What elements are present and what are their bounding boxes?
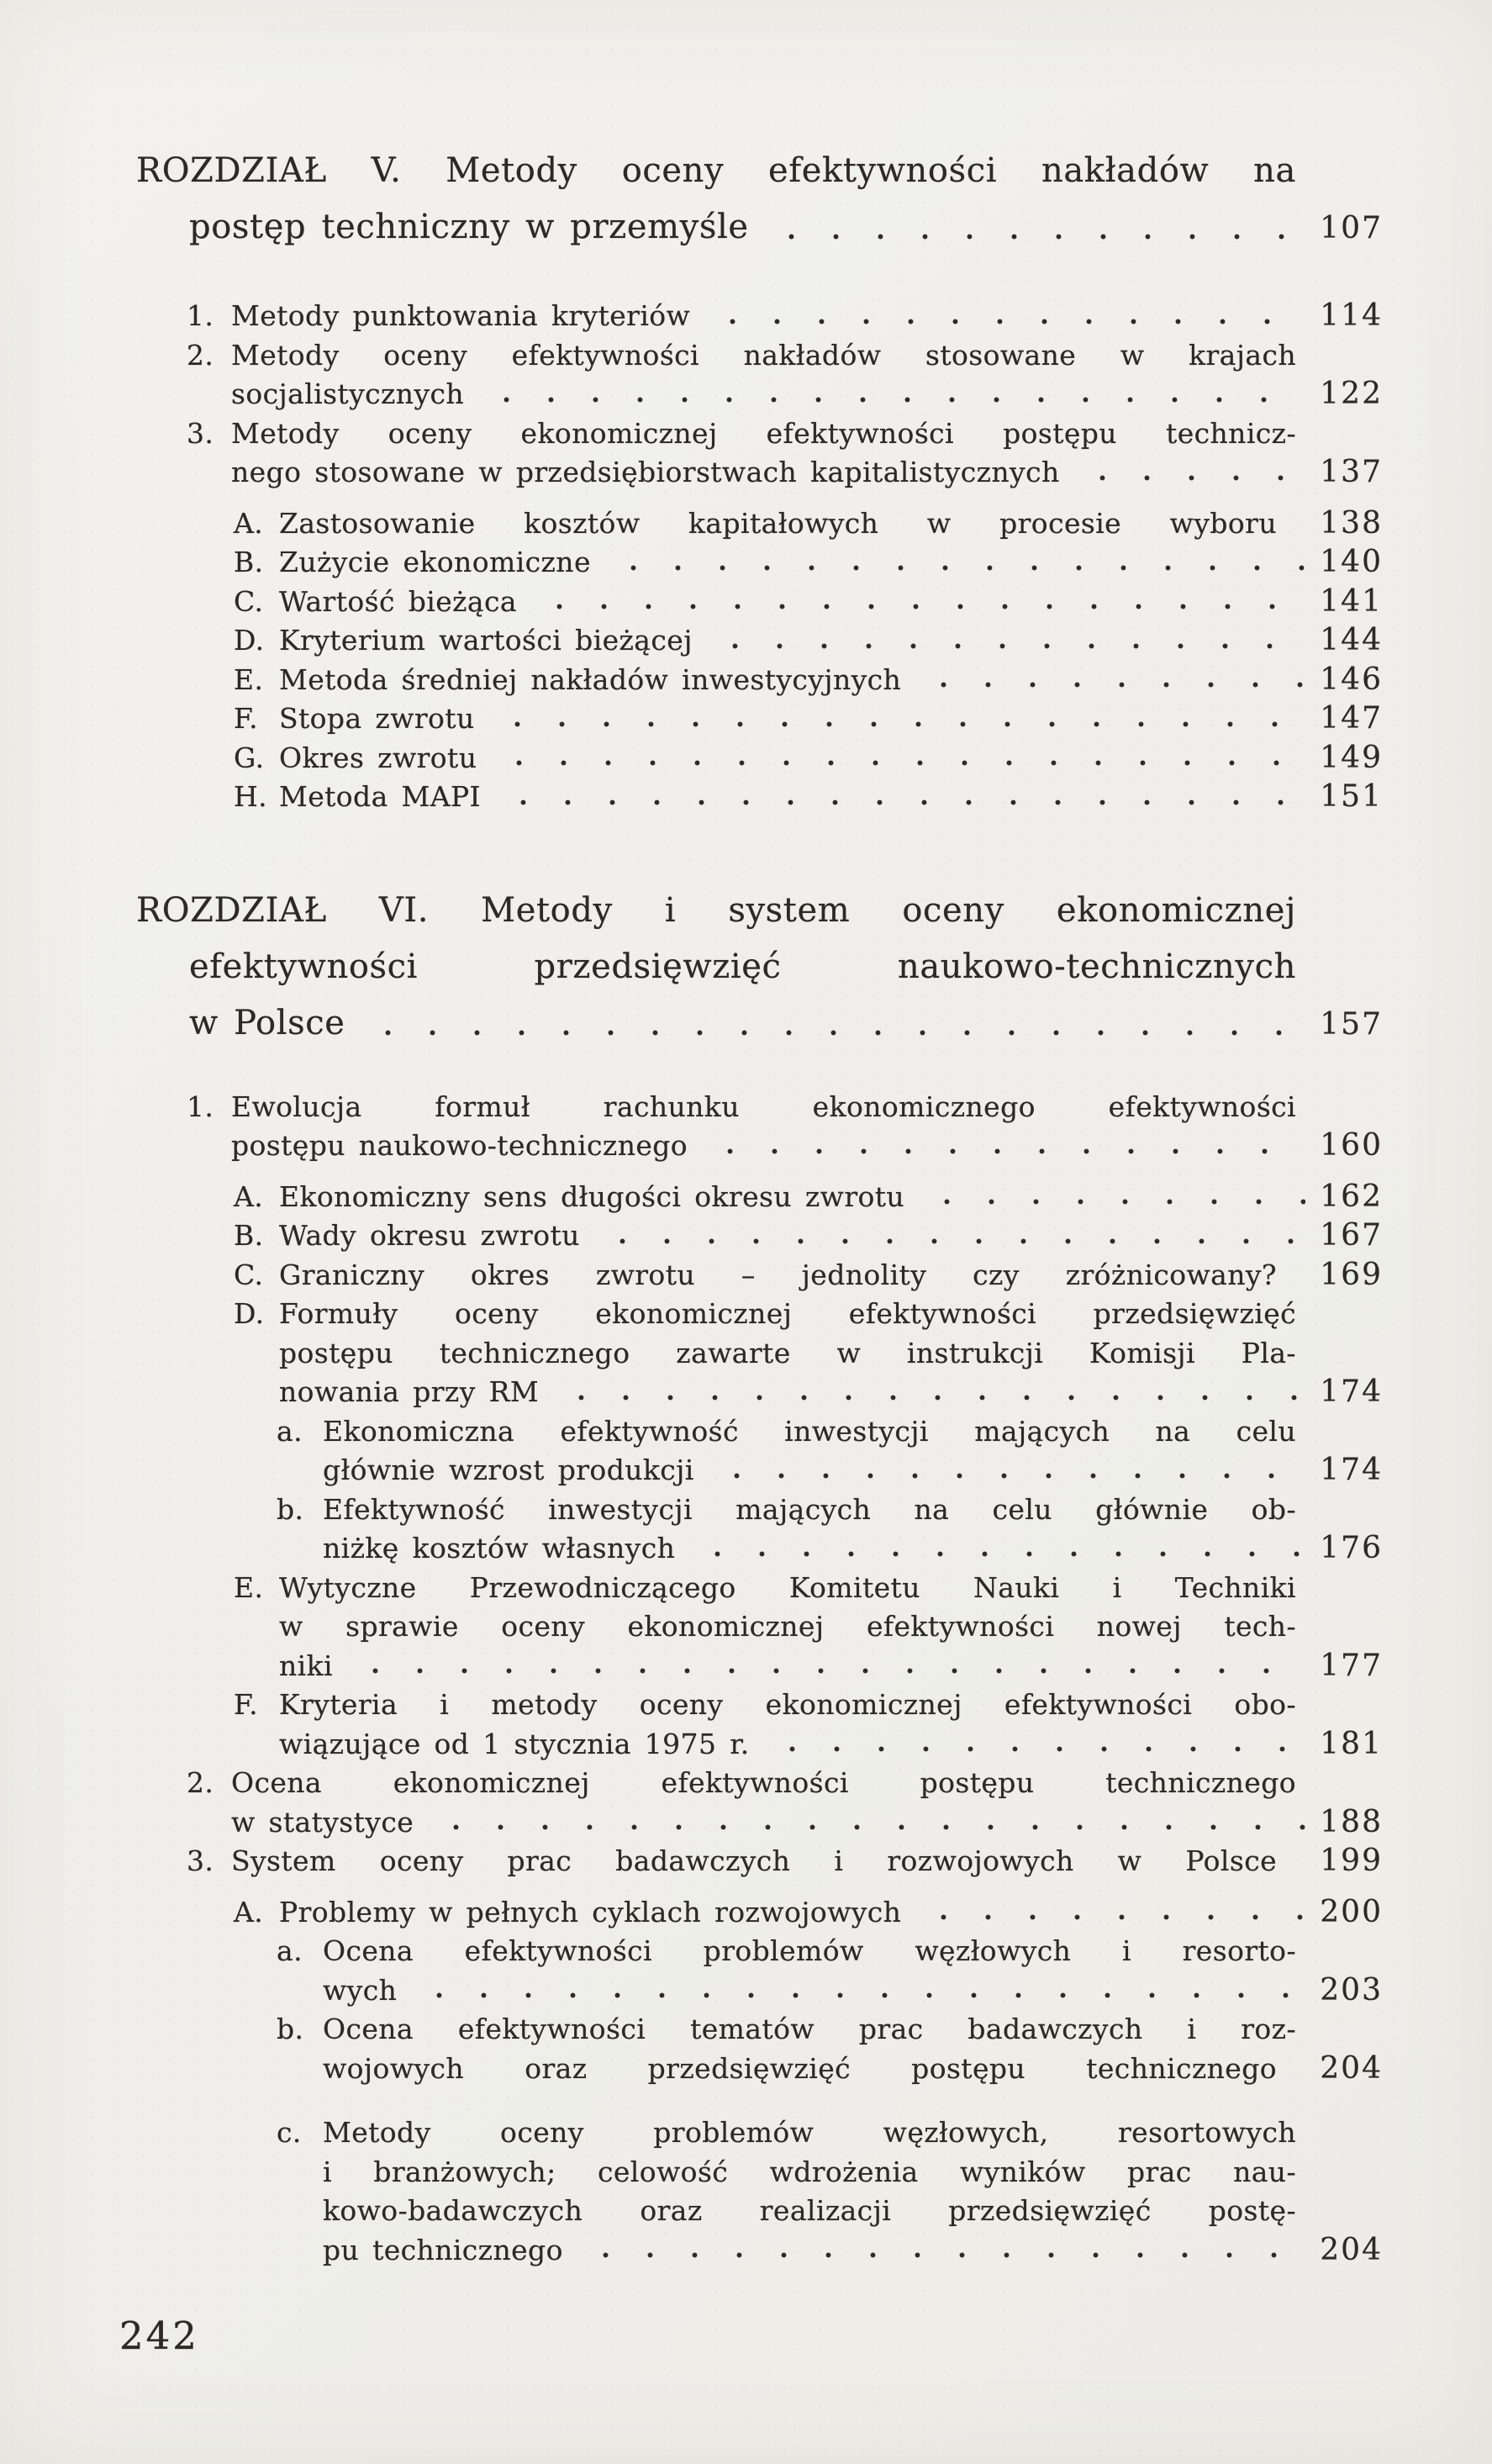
toc-line xyxy=(136,1491,1296,1530)
toc-line xyxy=(136,1088,1296,1127)
toc-entry-label: b. xyxy=(277,2013,304,2045)
toc-entry-text: Formuły oceny ekonomicznej efektywności przedsięwzięć xyxy=(279,1297,1296,1330)
dot-leader xyxy=(593,1216,1305,1256)
toc-entry-label: 1. xyxy=(187,1090,214,1123)
toc-page-number: 176 xyxy=(1320,1531,1383,1565)
toc-entry-label: 3. xyxy=(187,1844,214,1877)
toc-entry-label: F. xyxy=(234,1688,259,1721)
toc-line xyxy=(136,1686,1296,1725)
toc-page-number: 157 xyxy=(1320,1006,1383,1042)
toc-line xyxy=(136,1373,1383,1412)
toc-line xyxy=(136,995,1383,1053)
toc-page-number: 138 xyxy=(1320,505,1383,541)
toc-entry-label: H. xyxy=(234,780,268,813)
toc-line xyxy=(136,1569,1296,1608)
toc-entry-text: Zużycie ekonomiczne xyxy=(279,546,591,578)
toc-page-number: 177 xyxy=(1320,1648,1383,1683)
toc-page-number: 147 xyxy=(1320,701,1383,736)
toc-entry-text: Metoda średniej nakładów inwestycyjnych xyxy=(279,662,902,696)
toc-line xyxy=(136,1216,1383,1256)
toc-page-number: 149 xyxy=(1320,740,1383,775)
toc-line xyxy=(136,583,1383,622)
toc-page-number: 151 xyxy=(1320,779,1383,814)
toc-page-number: 174 xyxy=(1320,1453,1383,1487)
toc-page-number: 169 xyxy=(1320,1257,1383,1292)
toc-line xyxy=(136,1893,1383,1933)
dot-leader xyxy=(427,1803,1305,1843)
toc-entry-label: A. xyxy=(234,1895,264,1928)
toc-entry-text: Kryteria i metody oceny ekonomicznej efektywności obo- xyxy=(279,1688,1296,1721)
dot-leader xyxy=(359,995,1305,1053)
toc-entry-text: Ekonomiczny sens długości okresu zwrotu xyxy=(279,1179,905,1213)
toc-entry-label: G. xyxy=(234,741,265,774)
toc-entry-label: 2. xyxy=(187,338,214,372)
toc-entry-text: Problemy w pełnych cyklach rozwojowych xyxy=(279,1895,902,1928)
toc-page-number: 199 xyxy=(1320,1844,1383,1878)
dot-leader xyxy=(1290,2050,1305,2089)
toc-line xyxy=(136,1451,1383,1491)
toc-line xyxy=(136,1932,1296,1971)
toc-entry-text: Ekonomiczna efektywność inwestycji mających na celu xyxy=(323,1414,1296,1448)
toc-line xyxy=(136,375,1383,414)
dot-leader xyxy=(1290,1842,1305,1881)
toc-entry-text: w Polsce xyxy=(189,1003,345,1042)
toc-entry-label: a. xyxy=(277,1934,303,1967)
toc-entry-text: Ocena efektywności problemów węzłowych i resorto- xyxy=(323,1934,1296,1967)
dot-leader xyxy=(701,1126,1305,1166)
toc-line xyxy=(136,1256,1383,1295)
toc-entry-text: postępu technicznego zawarte w instrukcji Komisji Pla- xyxy=(279,1336,1296,1369)
dot-leader xyxy=(763,1725,1305,1765)
toc-line xyxy=(136,543,1383,583)
toc-line xyxy=(136,1803,1383,1843)
toc-entry-text: w statystyce xyxy=(231,1805,414,1839)
toc-page-number: 107 xyxy=(1320,211,1383,245)
toc-entry-label: E. xyxy=(234,1570,264,1604)
toc-line xyxy=(136,297,1383,336)
toc-entry-text: niżkę kosztów własnych xyxy=(323,1532,676,1564)
dot-leader xyxy=(488,699,1305,739)
toc-entry-text: Stopa zwrotu xyxy=(279,702,475,735)
dot-leader xyxy=(552,1373,1305,1412)
toc-entry-text: Ocena efektywności tematów prac badawczych i roz- xyxy=(323,2013,1296,2045)
dot-leader xyxy=(1073,453,1305,493)
toc-entry-text: ROZDZIAŁ V. Metody oceny efektywności nakładów na xyxy=(136,151,1296,190)
toc-line xyxy=(136,1178,1383,1217)
toc-entry-label: A. xyxy=(234,506,264,540)
toc-entry-text: Metody oceny efektywności nakładów stosowane w krajach xyxy=(231,338,1296,372)
toc-page-number: 137 xyxy=(1320,455,1383,489)
toc-entry-text: Metody oceny problemów węzłowych, resortowych xyxy=(323,2116,1296,2149)
toc-lines xyxy=(136,143,1383,2270)
toc-line xyxy=(136,699,1383,739)
dot-leader xyxy=(490,739,1305,778)
toc-line xyxy=(136,883,1296,939)
toc-page-number: 141 xyxy=(1320,583,1383,619)
toc-entry-text: kowo-badawczych oraz realizacji przedsięwzięć postę- xyxy=(323,2194,1296,2227)
toc-entry-text: głównie wzrost produkcji xyxy=(323,1454,694,1486)
toc-entry-text: wojowych oraz przedsięwzięć postępu technicznego xyxy=(323,2051,1277,2085)
toc-line xyxy=(136,1647,1383,1686)
toc-page-number: 200 xyxy=(1320,1894,1383,1929)
dot-leader xyxy=(1290,504,1305,544)
toc-page-number: 188 xyxy=(1320,1804,1383,1839)
toc-line xyxy=(136,414,1296,454)
toc-entry-text: postępu naukowo-technicznego xyxy=(231,1129,688,1162)
toc-entry-text: ROZDZIAŁ VI. Metody i system oceny ekonomicznej xyxy=(136,890,1296,930)
toc-page-number: 162 xyxy=(1320,1179,1383,1214)
toc-line xyxy=(136,1334,1296,1374)
toc-line xyxy=(136,739,1383,778)
dot-leader xyxy=(762,199,1305,256)
toc-line xyxy=(136,2010,1296,2050)
toc-entry-text: Wartość bieżąca xyxy=(279,584,517,618)
toc-entry-text: postęp techniczny w przemyśle xyxy=(189,208,749,246)
toc-line xyxy=(136,939,1296,995)
toc-entry-text: Efektywność inwestycji mających na celu głównie ob- xyxy=(323,1492,1296,1526)
toc-line xyxy=(136,1529,1383,1569)
toc-entry-text: nowania przy RM xyxy=(279,1375,540,1408)
toc-line xyxy=(136,199,1383,256)
toc-page-number: 144 xyxy=(1320,623,1383,657)
toc-line xyxy=(136,1764,1296,1803)
toc-line xyxy=(136,661,1383,700)
toc-entry-text: i branżowych; celowość wdrożenia wyników prac nau- xyxy=(323,2155,1296,2188)
toc-line xyxy=(136,2050,1383,2089)
toc-line xyxy=(136,1412,1296,1452)
toc-entry-label: C. xyxy=(234,1258,264,1291)
toc-entry-label: C. xyxy=(234,584,264,618)
toc-entry-label: D. xyxy=(234,1297,265,1330)
dot-leader xyxy=(410,1971,1305,2011)
toc-entry-text: Kryterium wartości bieżącej xyxy=(279,624,693,657)
toc-entry-text: Metody oceny ekonomicznej efektywności postępu technicz- xyxy=(231,416,1296,450)
dot-leader xyxy=(708,1451,1305,1491)
toc-entry-label: a. xyxy=(277,1414,303,1448)
toc-page-number: 122 xyxy=(1320,377,1383,411)
toc-page-number: 167 xyxy=(1320,1218,1383,1253)
toc-page-number: 146 xyxy=(1320,662,1383,697)
dot-leader xyxy=(688,1529,1305,1569)
toc-entry-label: A. xyxy=(234,1179,264,1213)
toc-entry-text: Ocena ekonomicznej efektywności postępu technicznego xyxy=(231,1766,1296,1799)
toc-entry-text: Okres zwrotu xyxy=(279,741,477,774)
toc-line xyxy=(136,1126,1383,1166)
toc-entry-text: w sprawie oceny ekonomicznej efektywności nowej tech- xyxy=(279,1610,1296,1643)
toc-line xyxy=(136,1842,1383,1881)
toc-entry-text: Zastosowanie kosztów kapitałowych w procesie wyboru xyxy=(279,506,1277,540)
toc-page-number: 204 xyxy=(1320,2050,1383,2086)
toc-entry-label: c. xyxy=(277,2116,302,2149)
dot-leader xyxy=(918,1178,1305,1217)
toc-entry-label: 2. xyxy=(187,1766,214,1799)
toc-entry-text: nego stosowane w przedsiębiorstwach kapitalistycznych xyxy=(231,456,1060,488)
dot-leader xyxy=(530,583,1305,622)
toc-line xyxy=(136,1295,1296,1334)
dot-leader xyxy=(577,2231,1305,2271)
toc-entry-text: Ewolucja formuł rachunku ekonomicznego efektywności xyxy=(231,1090,1296,1123)
dot-leader xyxy=(1290,1256,1305,1295)
toc-page-number: 203 xyxy=(1320,1972,1383,2008)
toc-entry-text: Metoda MAPI xyxy=(279,780,481,813)
toc-entry-label: B. xyxy=(234,546,264,578)
toc-entry-text: socjalistycznych xyxy=(231,377,465,410)
toc-entry-text: System oceny prac badawczych i rozwojowych w Polsce xyxy=(231,1844,1277,1877)
toc-entry-label: E. xyxy=(234,662,264,696)
toc-line xyxy=(136,453,1383,493)
toc-line xyxy=(136,504,1383,544)
toc-entry-label: F. xyxy=(234,702,259,735)
dot-leader xyxy=(915,661,1305,700)
toc-page-number: 204 xyxy=(1320,2232,1383,2267)
toc-entry-text: Metody punktowania kryteriów xyxy=(231,299,691,332)
toc-entry-text: efektywności przedsięwzięć naukowo-technicznych xyxy=(189,947,1296,986)
toc-entry-text: pu technicznego xyxy=(323,2233,563,2266)
toc-line xyxy=(136,2231,1383,2271)
dot-leader xyxy=(494,778,1305,817)
toc-entry-label: D. xyxy=(234,624,265,657)
toc-entry-text: Wytyczne Przewodniczącego Komitetu Nauki i Techniki xyxy=(279,1570,1296,1604)
toc-line xyxy=(136,1607,1296,1647)
page-footer-number: 242 xyxy=(119,2314,199,2358)
toc-entry-text: Wady okresu zwrotu xyxy=(279,1219,580,1252)
dot-leader xyxy=(915,1893,1305,1933)
dot-leader xyxy=(704,297,1305,336)
toc-page-number: 181 xyxy=(1320,1726,1383,1761)
toc-line xyxy=(136,1971,1383,2011)
toc-entry-text: niki xyxy=(279,1649,333,1682)
toc-line xyxy=(136,2153,1296,2192)
toc-line xyxy=(136,143,1296,199)
toc-entry-label: b. xyxy=(277,1492,304,1526)
toc-page-number: 140 xyxy=(1320,545,1383,579)
toc-page-number: 114 xyxy=(1320,298,1383,333)
toc-line xyxy=(136,621,1383,661)
toc-entry-text: Graniczny okres zwrotu – jednolity czy zróżnicowany? xyxy=(279,1258,1277,1291)
toc-entry-label: 3. xyxy=(187,416,214,450)
toc-line xyxy=(136,2113,1296,2153)
toc-page-number: 174 xyxy=(1320,1374,1383,1409)
toc-page-number: 160 xyxy=(1320,1128,1383,1163)
toc-line xyxy=(136,1725,1383,1765)
toc-entry-text: wiązujące od 1 stycznia 1975 r. xyxy=(279,1727,750,1760)
toc-entry-label: 1. xyxy=(187,299,214,332)
toc-entry-text: wych xyxy=(323,1973,398,2007)
toc-line xyxy=(136,778,1383,817)
dot-leader xyxy=(604,543,1305,583)
toc-entry-label: B. xyxy=(234,1219,264,1252)
dot-leader xyxy=(706,621,1305,661)
dot-leader xyxy=(477,375,1305,414)
dot-leader xyxy=(346,1647,1305,1686)
toc-line xyxy=(136,336,1296,376)
toc-line xyxy=(136,2192,1296,2231)
